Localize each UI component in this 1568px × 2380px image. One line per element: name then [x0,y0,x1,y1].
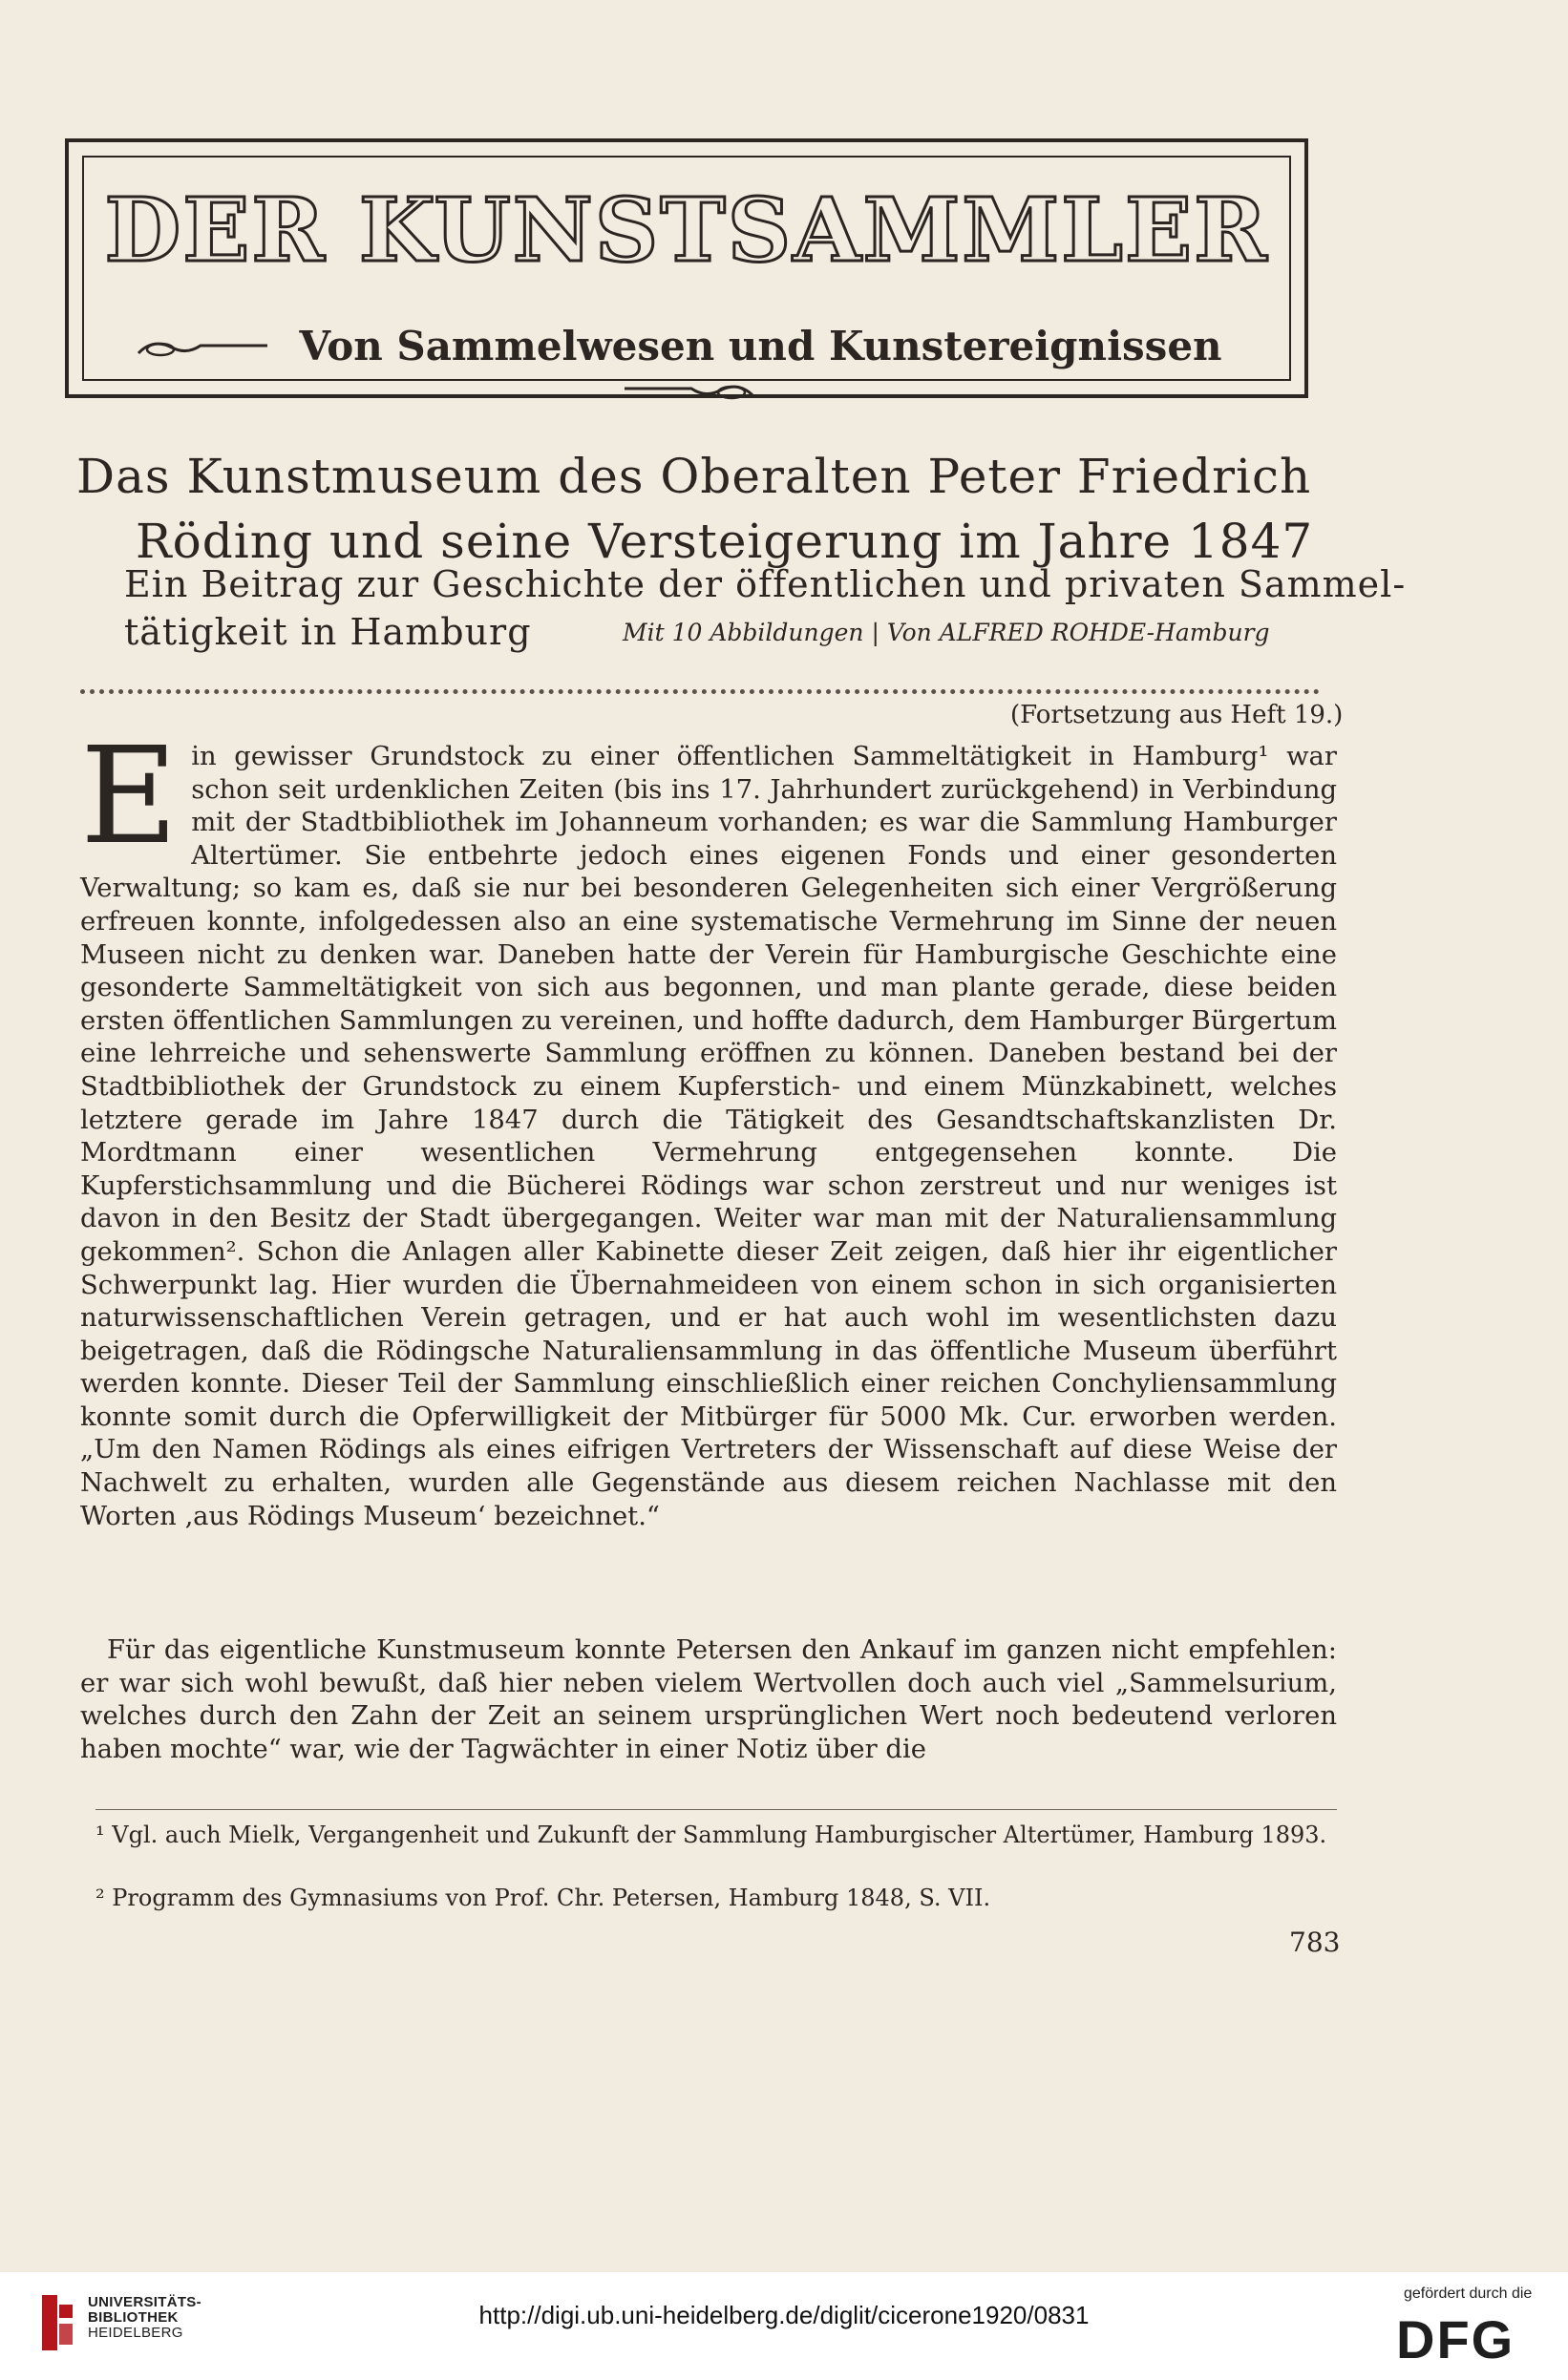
footnote-2: ² Programm des Gymnasiums von Prof. Chr. Petersen, Hamburg 1848, S. VII. [95,1885,991,1911]
masthead-title: DER KUNSTSAMMLER [104,179,1269,282]
masthead-inner-frame [82,156,1291,381]
page-number: 783 [1289,1927,1341,1958]
library-line-2: BIBLIOTHEK [88,2309,179,2326]
article-title-line-2: Röding und seine Versteigerung im Jahre 1847 [136,514,1314,569]
footnote-1: ¹ Vgl. auch Mielk, Vergangenheit und Zukunft der Sammlung Hamburgischer Altertümer, Hamburg 1893. [95,1822,1327,1848]
continuation-note: (Fortsetzung aus Heft 19.) [1010,701,1344,729]
paragraph-1-text: in gewisser Grundstock zu einer öffentlichen Sammeltätigkeit in Hamburg¹ war schon seit urdenklichen Zeiten (bis ins 17. Jahrhundert zurückgehend) in Verbindung mit der Stadtbibliothek im Johanneum vorhanden; es war die Sammlung Hamburger Altertümer. Sie entbehrte jedoch eines eigenen Fonds und einer gesonderten Verwaltung; so kam es, daß sie nur bei besonderen Gelegenheiten sich einer Vergrößerung erfreuen konnte, infolgedessen also an eine systematische Vermehrung im Sinne der neuen Museen nicht zu denken war. Daneben hatte der Verein für Hamburgische Geschichte eine gesonderte Sammeltätigkeit von sich aus begonnen, und man plante gerade, diese beiden ersten öffentlichen Sammlungen zu vereinen, und hoffte dadurch, dem Hamburger Bürgertum eine lehrreiche und sehenswerte Sammlung eröffnen zu können. Daneben bestand bei der Stadtbibliothek der Grundstock zu einem Kupferstich- und einem Münzkabinett, welches letztere gerade im Jahre 1847 durch die Tätigkeit des Gesandtschaftskanzlisten Dr. Mordtmann einer wesentlichen Vermehrung entgegensehen konnte. Die Kupferstichsammlung und die Bücherei Rödings war schon zerstreut und nur weniges ist davon in den Besitz der Stadt übergegangen. Weiter war man mit der Naturaliensammlung gekommen². Schon die Anlagen aller Kabinette dieser Zeit zeigen, daß hier ihr eigentlicher Schwerpunkt lag. Hier wurden die Übernahmeideen von einem schon in sich organisierten naturwissenschaftlichen Verein getragen, und er hat auch wohl im wesentlichsten dazu beigetragen, daß die Rödingsche Naturaliensammlung in das öffentliche Museum überführt werden konnte. Dieser Teil der Sammlung einschließlich einer reichen Conchyliensammlung konnte somit durch die Opferwilligkeit der Mitbürger für 5000 Mk. Cur. erworben werden. „Um den Namen Rödings als eines eifrigen Vertreters der Wissenschaft auf diese Weise der Nachwelt zu erhalten, wurden alle Gegenstände aus diesem reichen Nachlasse mit den Worten ‚aus Rödings Museum‘ bezeichnet.“ [80,742,1337,1531]
dotted-divider [80,689,1320,694]
library-line-3: HEIDELBERG [88,2325,183,2341]
library-line-1: UNIVERSITÄTS- [88,2294,201,2310]
body-paragraph-2: Für das eigentliche Kunstmuseum konnte Petersen den Ankauf im ganzen nicht empfehlen: er war sich wohl bewußt, daß hier neben vielem Wertvollen doch auch viel „Sammelsurium, welches durch den Zahn der Zeit an seinem ursprünglichen Wert noch bedeutend verloren haben mochte“ war, wie der Tagwächter in einer Notiz über die [80,1635,1337,1764]
body-paragraph-1 [80,719,1337,1533]
right-ornament-icon [615,375,758,404]
permalink-url[interactable]: http://digi.ub.uni-heidelberg.de/diglit/cicerone1920/0831 [478,2301,1090,2329]
dfg-logo[interactable]: DFG [1396,2309,1515,2369]
masthead [65,138,1308,398]
viewer-footer [0,2272,1568,2380]
masthead-subtitle-row [84,318,1289,375]
article-title-line-1: Das Kunstmuseum des Oberalten Peter Friedrich [76,449,1312,504]
left-ornament-icon [134,332,277,361]
funding-note: gefördert durch die [1404,2285,1533,2302]
article-subtitle-line-2: tätigkeit in Hamburg [124,611,532,653]
footnote-rule [95,1809,1337,1810]
drop-cap: E [80,719,179,874]
masthead-subtitle: Von Sammelwesen und Kunstereignissen [299,323,1222,369]
article-byline: Mit 10 Abbildungen | Von ALFRED ROHDE-Hamburg [623,619,1270,646]
article-subtitle-line-1: Ein Beitrag zur Geschichte der öffentlichen und privaten Sammel- [124,563,1407,605]
